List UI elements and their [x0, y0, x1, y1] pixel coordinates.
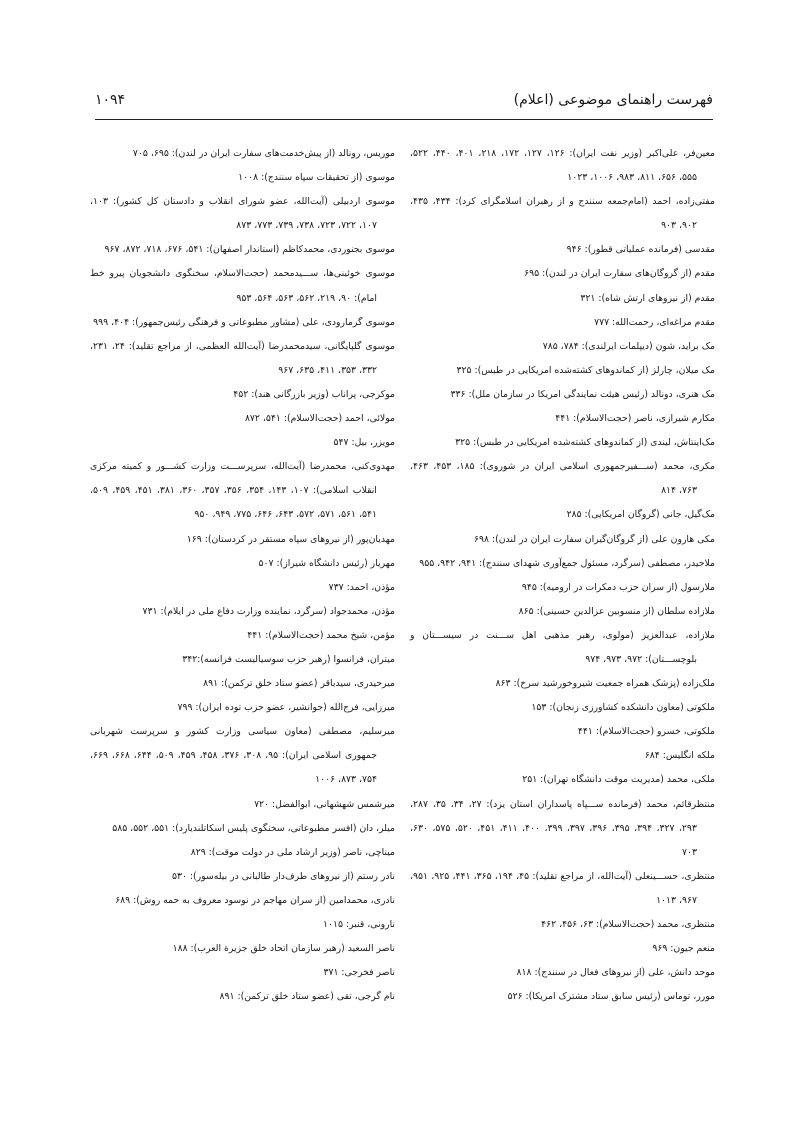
index-entry: مؤذن، محمدجواد (سرگرد، نماینده وزارت دفاع ملی در ایلام): ۷۳۱	[142, 605, 395, 617]
index-entry: ملازاده، عبدالعزیز (مولوی، رهبر مذهبی اهل ســـنت در سیســـتان و بلوچســـتان): ۹۷۲، ۹۷۳، ۹۷۴	[410, 629, 715, 665]
running-header	[95, 92, 713, 114]
index-entry: مکی هارون علی (از گروگان‌گیران سفارت ایران در لندن): ۶۹۸	[474, 533, 715, 545]
index-entry: موسوی بجنوردی، محمدکاظم (استاندار اصفهان): ۵۴۱، ۶۷۶، ۷۱۸، ۸۷۲، ۹۶۷	[104, 244, 395, 256]
index-entry: ملک‌زاده (پزشک همراه جمعیت شیروخورشید سرخ): ۸۶۳	[495, 678, 715, 690]
index-entry: میرشمس شهشهانی، ابوالفضل: ۷۲۰	[254, 798, 395, 810]
index-entry: مقدم (از گروگان‌های سفارت ایران در لندن): ۶۹۵	[524, 268, 715, 280]
index-entry: ملکه انگلیس: ۶۸۴	[644, 750, 715, 762]
index-entry: مؤمن، شیخ محمد (حجت‌الاسلام): ۴۴۱	[247, 629, 395, 641]
index-entry: ملکوتی (معاون دانشکده کشاورزی زنجان): ۱۵۳	[531, 702, 715, 714]
index-entry: ملکوتی، خسرو (حجت‌الاسلام): ۴۴۱	[577, 726, 715, 738]
index-entry: موکرجی، پراناب (وزیر بازرگانی هند): ۴۵۲	[233, 388, 395, 400]
index-entry: موسوی (از تحقیقات سپاه سنندج): ۱۰۰۸	[238, 172, 395, 184]
index-entry: موسوی گلپایگانی، سیدمحمدرضا (آیت‌الله العظمی، از مراجع تقلید): ۲۴، ۲۳۱، ۳۳۲، ۳۵۳، ۴۱۱، ۶۳۵، ۹۶۷	[90, 340, 395, 376]
page-number: ۱۰۹۴	[95, 92, 126, 108]
index-entry: مکارم شیرازی، ناصر (حجت‌الاسلام): ۴۴۱	[555, 413, 715, 425]
index-entry: مک هنری، دونالد (رئیس هیئت نمایندگی امریکا در سازمان ملل): ۳۳۶	[450, 388, 715, 400]
index-entry: موسوی اردبیلی (آیت‌الله، عضو شورای انقلاب و دادستان کل کشور): ۱۰۳، ۱۰۷، ۷۲۲، ۷۲۳، ۷۳۸، ۷۳۹، ۷۷۳، ۸۷۳	[90, 196, 395, 232]
index-entry: میرسلیم، مصطفی (معاون سیاسی وزارت کشور و سرپرست شهربانی جمهوری اسلامی ایران): ۹۵، ۳۰۸، ۳۷۶، ۴۵۸، ۴۵۹، ۵۰۹، ۶۴۴، ۶۶۸، ۶۶۹، ۷۵۴، ۸۷۳، ۱۰۰۶	[90, 726, 395, 786]
index-entry: مکری، محمد (ســـفیرجمهوری اسلامی ایران در شوروی): ۱۸۵، ۴۵۳، ۴۶۳، ۷۶۳، ۸۱۴	[410, 461, 715, 497]
index-entry: مک‌اینتاش، لیندی (از کماندوهای کشته‌شده امریکایی در طبس): ۳۲۵	[455, 437, 715, 449]
index-entry: موسوی خوئینی‌ها، ســـیدمحمد (حجت‌الاسلام، سخنگوی دانشجویان پیرو خط امام): ۹۰، ۲۱۹، ۵۶۲، ۵۶۳، ۵۶۴، ۹۵۳	[90, 268, 395, 304]
left-column	[90, 142, 395, 1009]
header-rule	[95, 119, 713, 120]
index-entry: میرزایی، فرج‌الله (جوانشیر، عضو حزب توده ایران): ۷۹۹	[177, 702, 395, 714]
index-entry: منتظرقائم، محمد (فرمانده ســـپاه پاسداران استان یزد): ۲۷، ۳۴، ۳۵، ۲۸۷، ۲۹۳، ۳۲۷، ۳۹۴، ۳۹۵، ۳۹۶، ۳۹۷، ۳۹۹، ۴۰۰، ۴۱۱، ۴۵۱، ۵۲۰، ۵۷۵، ۶۳۰، ۷۰۳	[410, 798, 715, 858]
index-entry: مولائی، احمد (حجت‌الاسلام): ۵۴۱، ۸۷۲	[244, 413, 395, 425]
index-entry: میتران، فرانسوا (رهبر حزب سوسیالیست فرانسه):۳۴۲	[182, 653, 395, 665]
index-entry: منتظری، حســـینعلی (آیت‌الله، از مراجع تقلید): ۴۵، ۱۹۴، ۳۶۵، ۴۴۱، ۹۲۵، ۹۵۱، ۹۶۷، ۱۰۱۳	[410, 870, 715, 906]
index-entry: مهدوی‌کنی، محمدرضا (آیت‌الله، سرپرســـت وزارت کشـــور و کمیته مرکزی انقلاب اسلامی): ۱۰۷، ۱۴۳، ۳۵۴، ۳۵۶، ۳۵۷، ۳۶۰، ۳۸۱، ۴۵۱، ۴۵۹، ۵۰۹، ۵۴۱، ۵۶۱، ۵۷۱، ۵۷۲، ۶۴۳، ۶۴۶، ۷۷۵، ۹۴۹، ۹۵۰	[90, 461, 395, 521]
index-entry: مک میلان، چارلز (از کماندوهای کشته‌شده امریکایی در طبس): ۳۲۵	[456, 364, 715, 376]
index-entry: منتظری، محمد (حجت‌الاسلام): ۶۳، ۴۵۶، ۴۶۲	[541, 919, 715, 930]
index-entry: مفتی‌زاده، احمد (امام‌جمعه سنندج و از رهبران اسلامگرای کرد): ۴۳۴، ۴۳۵، ۹۰۲، ۹۰۳	[410, 196, 715, 232]
index-entry: نارونی، قنبر: ۱۰۱۵	[323, 919, 395, 930]
index-entry: ملازاده سلطان (از منسوبین عزالدین حسینی): ۸۶۵	[518, 605, 715, 617]
index-entry: ملارسول (از سران حزب دمکرات در ارومیه): ۹۴۵	[521, 581, 715, 593]
index-entry: مهدیان‌پور (از نیروهای سپاه مستقر در کردستان): ۱۶۹	[186, 533, 395, 545]
right-column	[410, 142, 715, 1009]
index-entry: مهریار (رئیس دانشگاه شیراز): ۵۰۷	[258, 557, 395, 569]
index-entry: موحد دانش، علی (از نیروهای فعال در سنندج): ۸۱۸	[516, 967, 715, 979]
index-entry: مویزر، بیل: ۵۴۷	[333, 437, 395, 449]
index-entry: مک براید، شون (دیپلمات ایرلندی): ۷۸۴، ۷۸۵	[542, 340, 715, 352]
index-entry: مورر، توماس (رئیس سابق ستاد مشترک امریکا): ۵۲۶	[507, 991, 715, 1003]
index-entry: معین‌فر، علی‌اکبر (وزیر نفت ایران): ۱۲۶، ۱۲۷، ۱۷۲، ۲۱۸، ۴۰۱، ۴۴۰، ۵۲۲، ۵۵۵، ۶۵۶، ۸۱۱، ۹۸۳، ۱۰۰۶، ۱۰۲۳	[410, 148, 715, 184]
index-entry: مقدم مراغه‌ای، رحمت‌الله: ۷۷۷	[594, 316, 715, 328]
index-entry: موریس، رونالد (از پیش‌خدمت‌های سفارت ایران در لندن): ۶۹۵، ۷۰۵	[132, 148, 395, 159]
index-entry: مک‌گیل، جانی (گروگان امریکایی): ۲۸۵	[566, 509, 715, 521]
index-entry: نادر رستم (از نیروهای طرف‌دار طالبانی در بیله‌سور): ۵۳۰	[171, 870, 395, 882]
index-entry: ملاحیدر، مصطفی (سرگرد، مسئول جمع‌آوری شهدای سنندج): ۹۴۱، ۹۴۲، ۹۵۵	[419, 557, 715, 569]
index-entry: میناچی، ناصر (وزیر ارشاد ملی در دولت موقت): ۸۲۹	[190, 846, 395, 858]
index-entry: مقدسی (فرمانده عملیاتی قطور): ۹۴۶	[566, 244, 715, 256]
page-title: فهرست راهنمای موضوعی (اعلام)	[513, 92, 713, 108]
index-entry: مؤذن، احمد: ۷۳۷	[328, 581, 395, 593]
index-entry: موسوی گرمارودی، علی (مشاور مطبوعاتی و فرهنگی رئیس‌جمهور): ۴۰۴، ۹۹۹	[93, 316, 395, 328]
index-entry: ناصر السعید (رهبر سازمان اتحاد خلق جزیرة العرب): ۱۸۸	[172, 943, 395, 955]
index-entry: میرحیدری، سیدباقر (عضو ستاد خلق ترکمن): ۸۹۱	[203, 678, 395, 690]
index-entry: ناصر فخرجی: ۳۷۱	[323, 967, 395, 979]
index-entry: ملکی، محمد (مدیریت موقت دانشگاه تهران): ۲۵۱	[522, 774, 715, 786]
index-entry: مقدم (از نیروهای ارتش شاه): ۳۲۱	[580, 292, 715, 304]
index-entry: منعم جیون: ۹۶۹	[652, 943, 715, 955]
index-entry: نام گرجی، تقی (عضو ستاد خلق ترکمن): ۸۹۱	[219, 991, 395, 1003]
index-entry: نادری، محمدامین (از سران مهاجم در نوسود معروف به حمه روش): ۶۸۹	[115, 894, 395, 906]
index-entry: میلر، دان (افسر مطبوعاتی، سخنگوی پلیس اسکاتلندیارد): ۵۵۱، ۵۵۲، ۵۸۵	[112, 822, 395, 834]
